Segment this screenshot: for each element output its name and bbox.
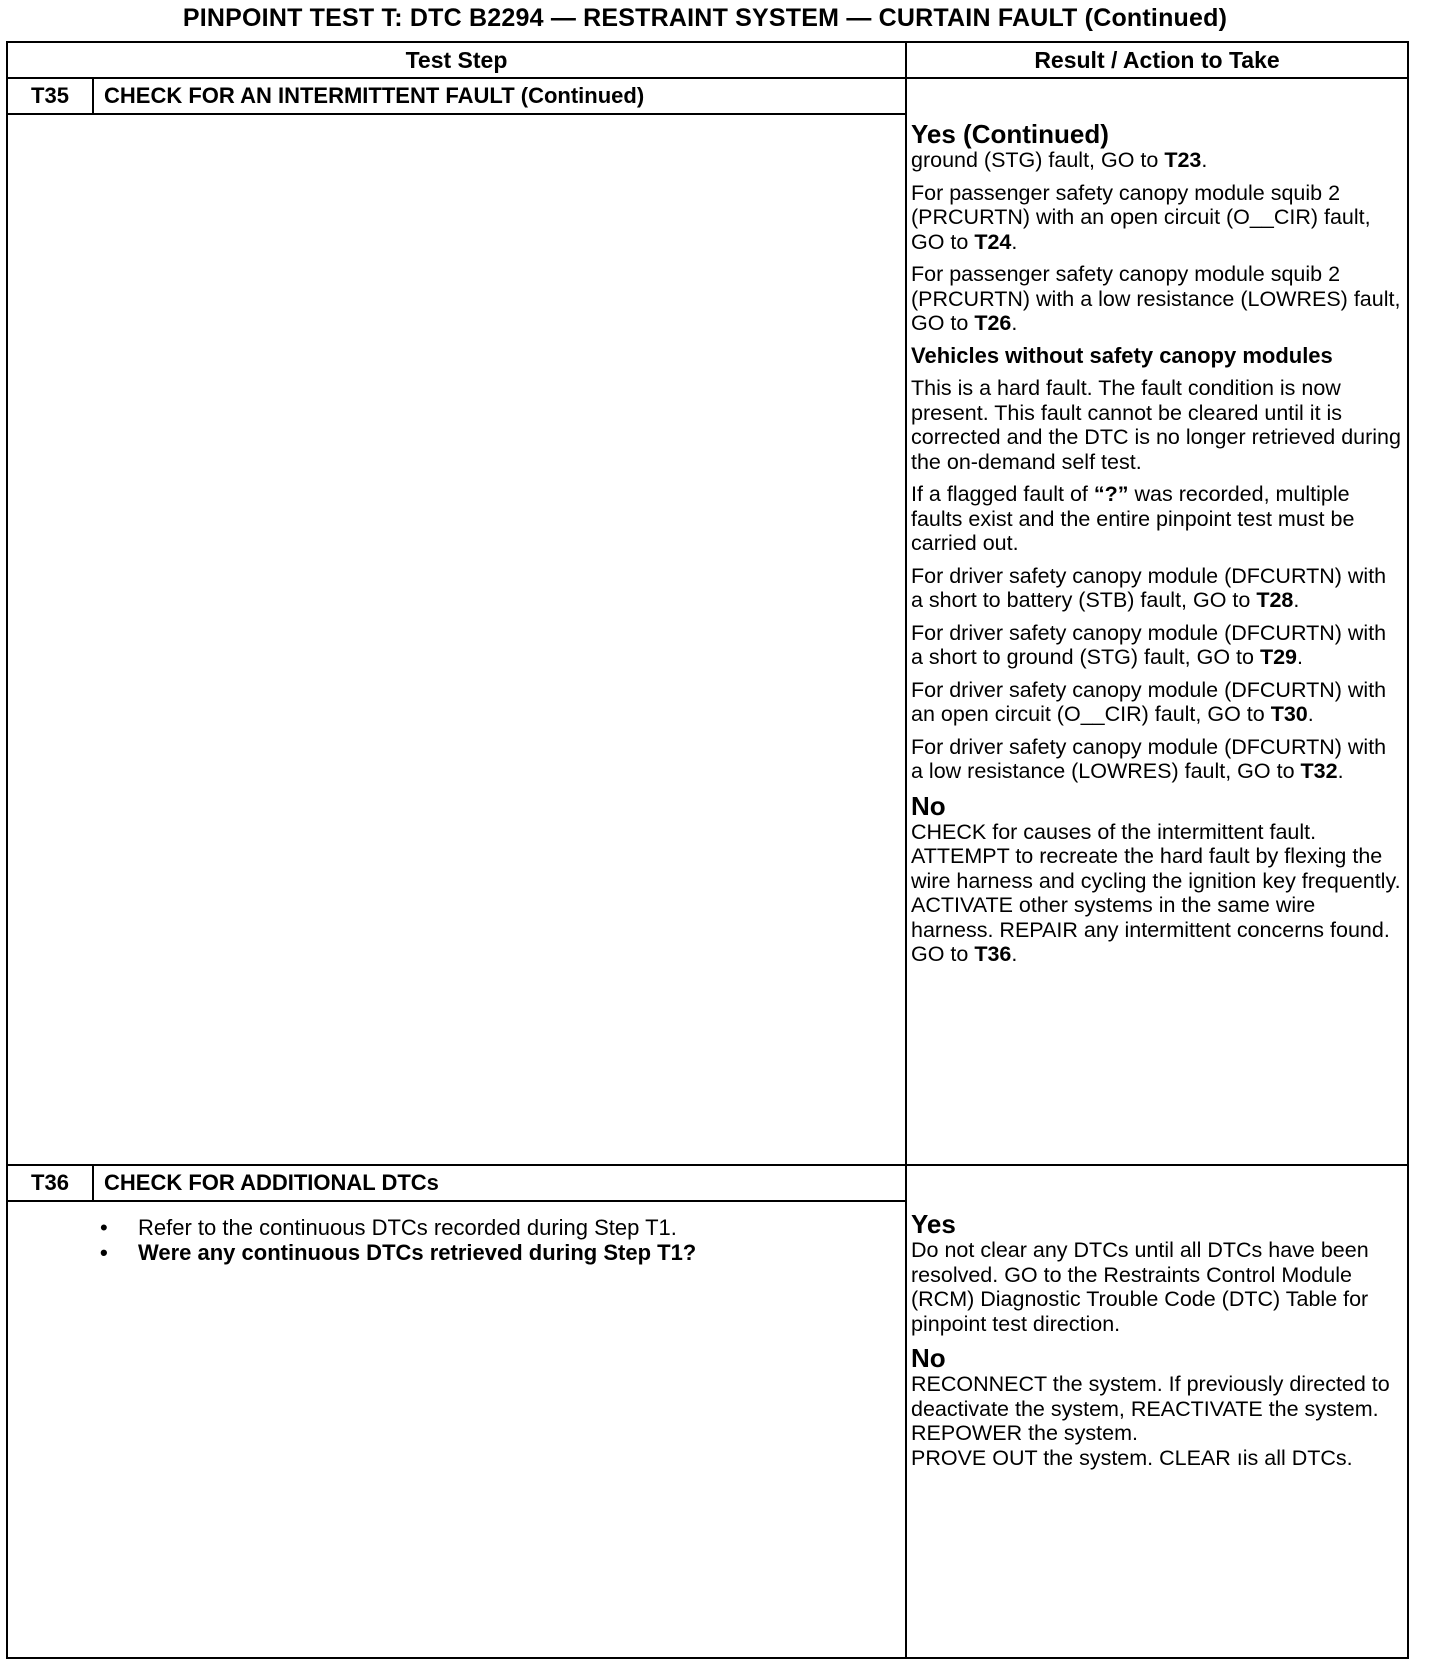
no-heading: No	[911, 790, 946, 821]
sub-heading: Vehicles without safety canopy modules	[911, 342, 1333, 368]
goto-step-ref: T23	[1164, 148, 1202, 172]
column-divider	[905, 43, 907, 1657]
goto-step-ref: T24	[974, 229, 1012, 254]
result-line: REPOWER the system.	[911, 1421, 1138, 1445]
result-paragraph: This is a hard fault. The fault condition is now present. This fault cannot be cleared until it is corrected and the DTC is no longer retrieved during the on-demand self test.	[911, 376, 1401, 474]
result-paragraph: For driver safety canopy module (DFCURTN) with a short to battery (STB) fault, GO to T28.	[911, 563, 1387, 612]
step-title-t35: CHECK FOR AN INTERMITTENT FAULT (Continued)	[104, 83, 645, 108]
step-title-t36: CHECK FOR ADDITIONAL DTCs	[104, 1170, 439, 1195]
header-test-step: Test Step	[405, 47, 508, 73]
step-title-rule-t36	[8, 1200, 905, 1202]
result-paragraph: If a flagged fault of “?” was recorded, multiple faults exist and the entire pinpoint test must be carried out.	[911, 482, 1355, 555]
result-line: PROVE OUT the system. CLEAR ıis all DTCs.	[911, 1445, 1353, 1470]
result-paragraph: For driver safety canopy module (DFCURTN) with a short to ground (STG) fault, GO to T29.	[911, 620, 1387, 669]
goto-step-ref: T30	[1270, 702, 1308, 726]
step-title-rule-t35	[8, 113, 905, 115]
yes-heading: Yes	[911, 1209, 956, 1239]
result-paragraph: ground (STG) fault, GO to T23.	[911, 148, 1208, 172]
goto-step-ref: T32	[1300, 759, 1338, 783]
yes-heading: Yes (Continued)	[911, 119, 1109, 149]
page-title: PINPOINT TEST T: DTC B2294 — RESTRAINT SYSTEM — CURTAIN FAULT (Continued)	[182, 4, 1228, 32]
step-id-divider-t36	[92, 1166, 94, 1201]
step-id-divider-t35	[92, 79, 94, 114]
goto-step-ref: T26	[974, 311, 1012, 335]
goto-step-ref: T29	[1259, 645, 1297, 669]
no-heading: No	[911, 1343, 946, 1373]
result-paragraph: For passenger safety canopy module squib 2 (PRCURTN) with a low resistance (LOWRES) fault, GO to T26.	[911, 262, 1401, 335]
result-t36	[911, 1210, 1401, 1470]
result-line: RECONNECT the system. If previously directed to deactivate the system, REACTIVATE the system.	[911, 1372, 1390, 1421]
result-paragraph: For passenger safety canopy module squib 2 (PRCURTN) with an open circuit (O__CIR) fault, GO to T24.	[911, 180, 1371, 254]
goto-step-ref: T28	[1256, 588, 1294, 612]
result-paragraph: For driver safety canopy module (DFCURTN) with an open circuit (O__CIR) fault, GO to T30.	[911, 677, 1387, 726]
header-result: Result / Action to Take	[1034, 47, 1280, 73]
result-paragraph: Do not clear any DTCs until all DTCs have been resolved. GO to the Restraints Control Module (RCM) Diagnostic Trouble Code (DTC) Table for pinpoint test direction.	[911, 1238, 1369, 1336]
bullet-item: • Refer to the continuous DTCs recorded during Step T1.	[96, 1216, 896, 1241]
result-paragraph: For driver safety canopy module (DFCURTN) with a low resistance (LOWRES) fault, GO to T32.	[911, 734, 1387, 783]
goto-step-ref: T36	[974, 942, 1012, 966]
step-id-t36: T36	[31, 1170, 69, 1195]
step-bullets-t36	[96, 1216, 896, 1265]
step-id-t35: T35	[31, 83, 69, 108]
result-paragraph: CHECK for causes of the intermittent fault. ATTEMPT to recreate the hard fault by flexing the wire harness and cycling the ignition key frequently. ACTIVATE other systems in the same wire harness. REPAIR any intermittent concerns found. GO to T36.	[911, 819, 1401, 966]
bullet-question: • Were any continuous DTCs retrieved during Step T1?	[96, 1241, 896, 1266]
result-t35	[911, 120, 1401, 967]
